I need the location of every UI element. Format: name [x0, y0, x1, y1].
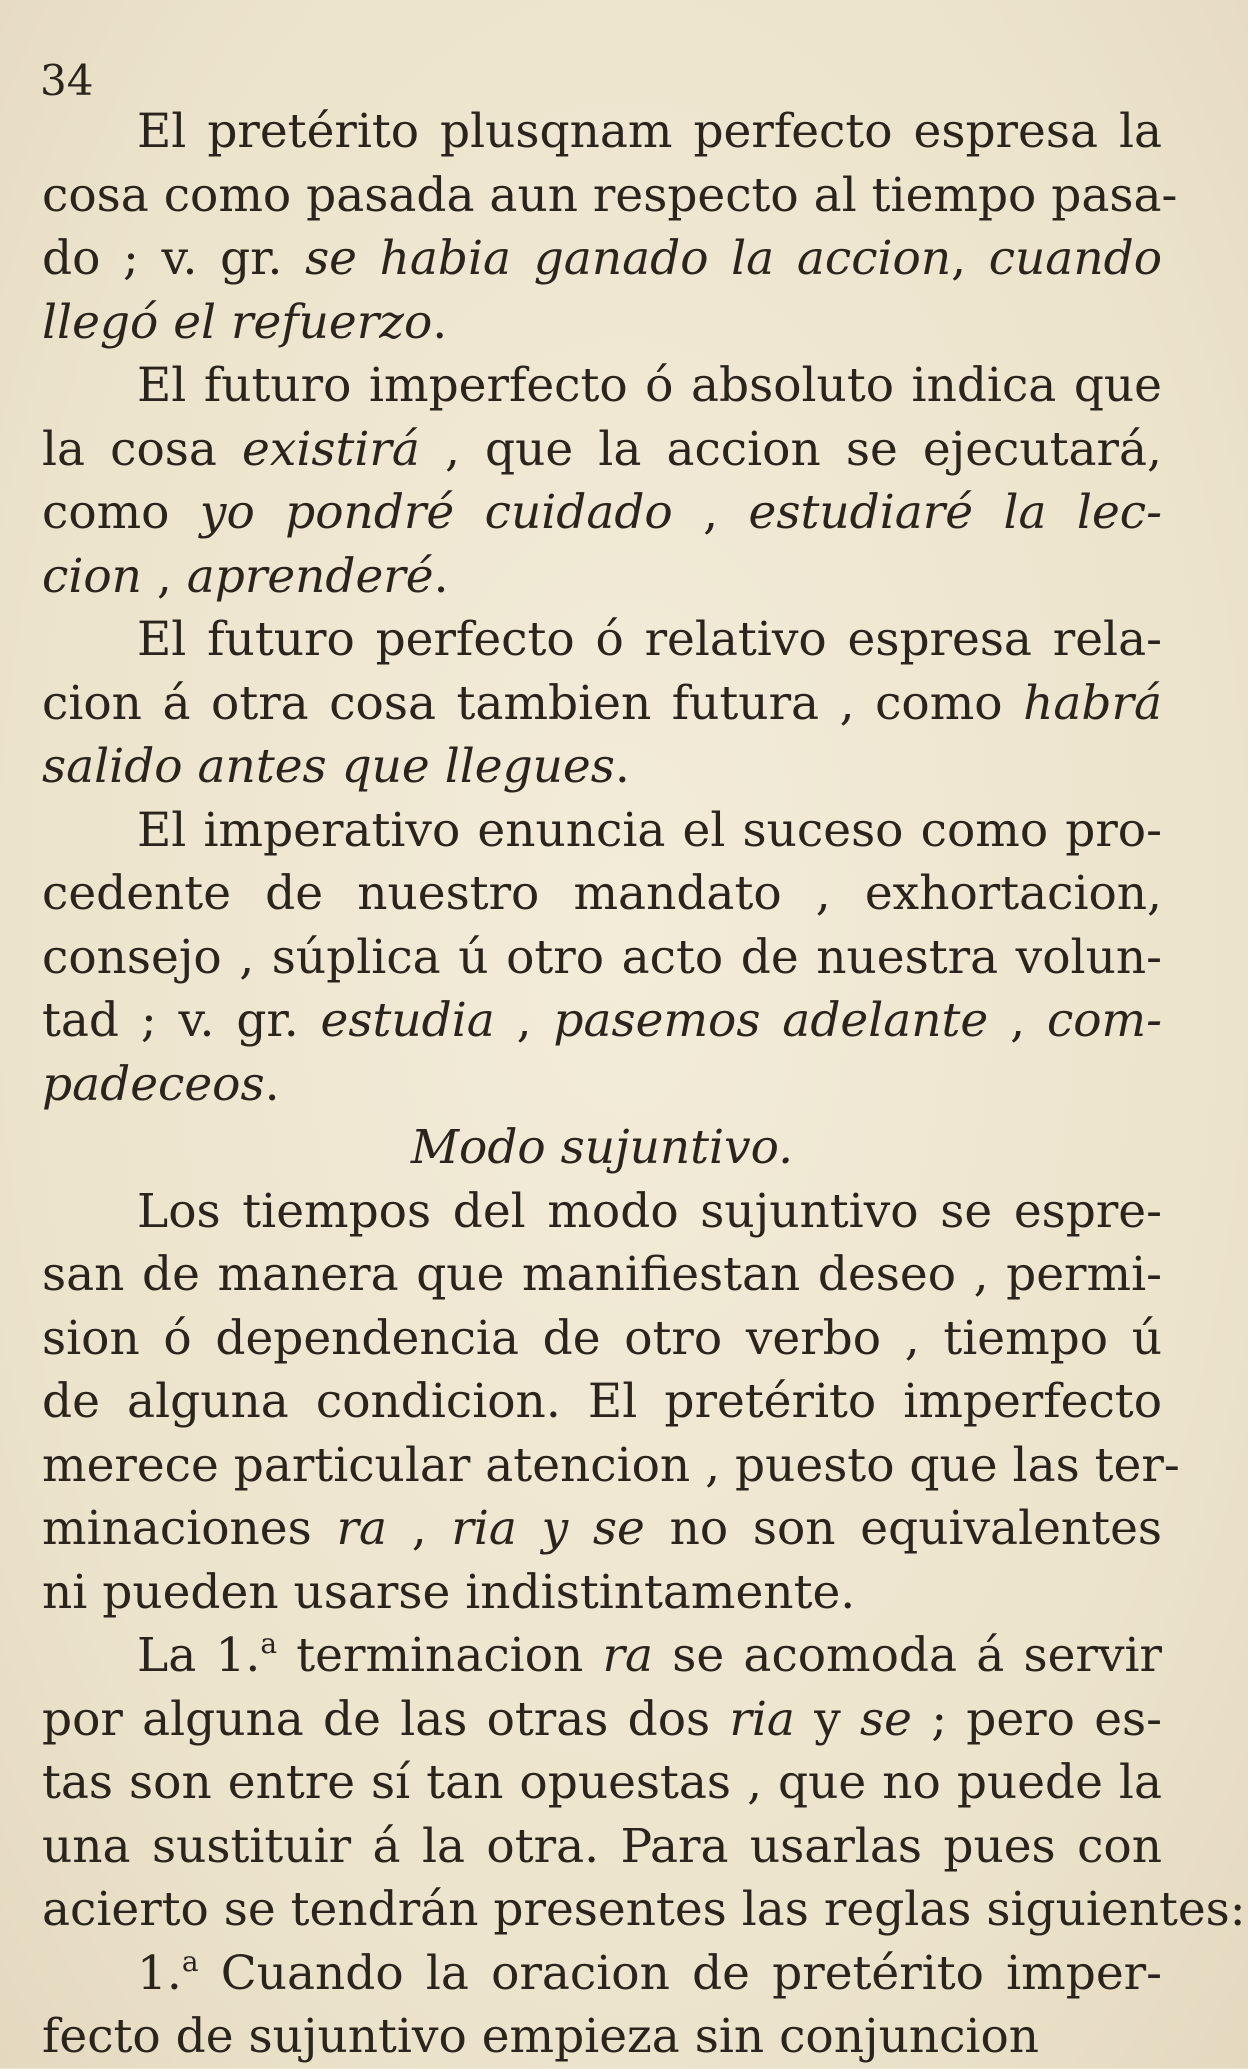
italic-text: yo pondré cuidado — [199, 485, 673, 540]
text-run: El futuro imperfecto ó absoluto indica que — [137, 358, 1162, 413]
text-run: El futuro perfecto ó relativo espresa rela- — [137, 612, 1162, 667]
text-run: Cuando la oracion de pretérito imper- — [198, 1945, 1162, 2001]
text-run: como — [42, 485, 200, 540]
superscript-text: a — [260, 1627, 278, 1660]
italic-text: estudiaré la lec- — [748, 485, 1162, 540]
text-line — [42, 735, 1162, 799]
text-run: , — [951, 231, 989, 286]
italic-text: estudia — [320, 993, 495, 1048]
text-line — [42, 1688, 1162, 1752]
italic-text: pasemos adelante — [553, 993, 989, 1048]
text-run: tad ; v. gr. — [42, 993, 321, 1048]
italic-text: padeceos — [42, 1056, 265, 1112]
text-line — [42, 227, 1162, 291]
text-run: la cosa — [42, 421, 243, 477]
text-line — [42, 100, 1162, 164]
text-run: . — [433, 548, 449, 604]
italic-text: salido antes que llegues — [42, 739, 615, 794]
text-line — [42, 1370, 1162, 1434]
text-line — [42, 1497, 1162, 1561]
text-run: do ; v. gr. — [42, 231, 306, 286]
text-run: se acomoda á servir — [653, 1628, 1162, 1683]
text-line — [42, 164, 1178, 228]
italic-text: llegó el refuerzo — [42, 294, 433, 350]
text-line — [42, 481, 1162, 545]
text-run: acierto se tendrán presentes las reglas siguientes: — [42, 1882, 1246, 1937]
text-run: , — [494, 993, 554, 1048]
text-run: . — [264, 1056, 280, 1112]
text-line — [42, 926, 1162, 990]
text-run: La 1. — [137, 1628, 261, 1683]
text-run: El pretérito plusqnam perfecto espresa la — [137, 104, 1162, 159]
italic-text: habrá — [1023, 675, 1162, 731]
text-run: ni pueden usarse indistintamente. — [42, 1564, 856, 1620]
text-run: por alguna de las otras dos — [42, 1691, 730, 1747]
section-heading — [42, 1116, 1162, 1180]
text-line — [42, 1243, 1162, 1307]
text-run: minaciones — [42, 1501, 337, 1556]
italic-text: existirá — [242, 421, 420, 477]
text-run: consejo , súplica ú otro acto de nuestra volun- — [42, 929, 1162, 985]
text-run: 1. — [137, 1945, 182, 2001]
text-line — [42, 291, 1162, 355]
text-run: tas son entre sí tan opuestas , que no puede la — [42, 1755, 1162, 1810]
text-line — [42, 1878, 1246, 1942]
text-run: . — [614, 739, 630, 794]
superscript-text: a — [181, 1944, 199, 1978]
text-run: no son equivalentes — [644, 1501, 1163, 1556]
italic-text: se habia ganado la accion — [305, 231, 952, 286]
text-line — [42, 1434, 1180, 1498]
text-run: cosa como pasada aun respecto al tiempo pasa- — [42, 167, 1178, 223]
section-heading-text: Modo sujuntivo. — [410, 1120, 794, 1175]
text-run: Los tiempos del modo sujuntivo se espre- — [137, 1183, 1162, 1239]
page-number: 34 — [40, 56, 94, 105]
text-run: terminacion — [277, 1628, 603, 1683]
text-line — [42, 608, 1162, 672]
text-run: , — [141, 548, 187, 604]
italic-text: cuando — [988, 231, 1162, 286]
text-line — [42, 799, 1162, 863]
text-line — [42, 1307, 1162, 1371]
text-line — [42, 1053, 1162, 1117]
text-line — [42, 862, 1162, 926]
text-line — [42, 1624, 1162, 1688]
italic-text: ra — [336, 1501, 387, 1556]
text-run: merece particular atencion , puesto que las ter- — [42, 1437, 1180, 1493]
text-run: de alguna condicion. El pretérito imperfecto — [42, 1374, 1162, 1429]
text-run: sion ó dependencia de otro verbo , tiempo ú — [42, 1310, 1162, 1366]
text-line — [42, 1751, 1162, 1815]
text-line — [42, 1815, 1162, 1879]
italic-text: aprenderé — [186, 548, 434, 604]
text-line — [42, 989, 1162, 1053]
text-run: El imperativo enuncia el suceso como pro- — [137, 802, 1162, 858]
text-run: . — [432, 294, 448, 350]
text-run: ; pero es- — [911, 1691, 1163, 1747]
italic-text: ria — [729, 1691, 795, 1747]
text-run: fecto de sujuntivo empieza sin conjuncion — [42, 2009, 1040, 2064]
italic-text: se — [860, 1691, 912, 1747]
text-line — [42, 2005, 1162, 2069]
italic-text: ra — [602, 1628, 653, 1683]
text-line — [42, 672, 1162, 736]
italic-text: cion — [42, 548, 142, 604]
text-run: y — [794, 1691, 861, 1747]
text-run: , que la accion se ejecutará, — [419, 421, 1162, 477]
body-text — [42, 100, 1246, 2069]
text-line — [42, 545, 1162, 609]
italic-text: com- — [1046, 993, 1163, 1048]
text-run: san de manera que manifiestan deseo , permi- — [42, 1247, 1162, 1302]
text-run: cion á otra cosa tambien futura , como — [42, 675, 1024, 731]
text-line — [42, 1942, 1162, 2006]
text-run: una sustituir á la otra. Para usarlas pues con — [42, 1818, 1162, 1874]
text-line — [42, 1180, 1162, 1244]
text-line — [42, 418, 1162, 482]
italic-text: ria y se — [451, 1501, 645, 1556]
text-run: cedente de nuestro mandato , exhortacion, — [42, 866, 1162, 921]
text-line — [42, 1561, 1162, 1625]
text-run: , — [672, 485, 749, 540]
text-line — [42, 354, 1162, 418]
text-run: , — [988, 993, 1047, 1048]
text-run: , — [386, 1501, 452, 1556]
